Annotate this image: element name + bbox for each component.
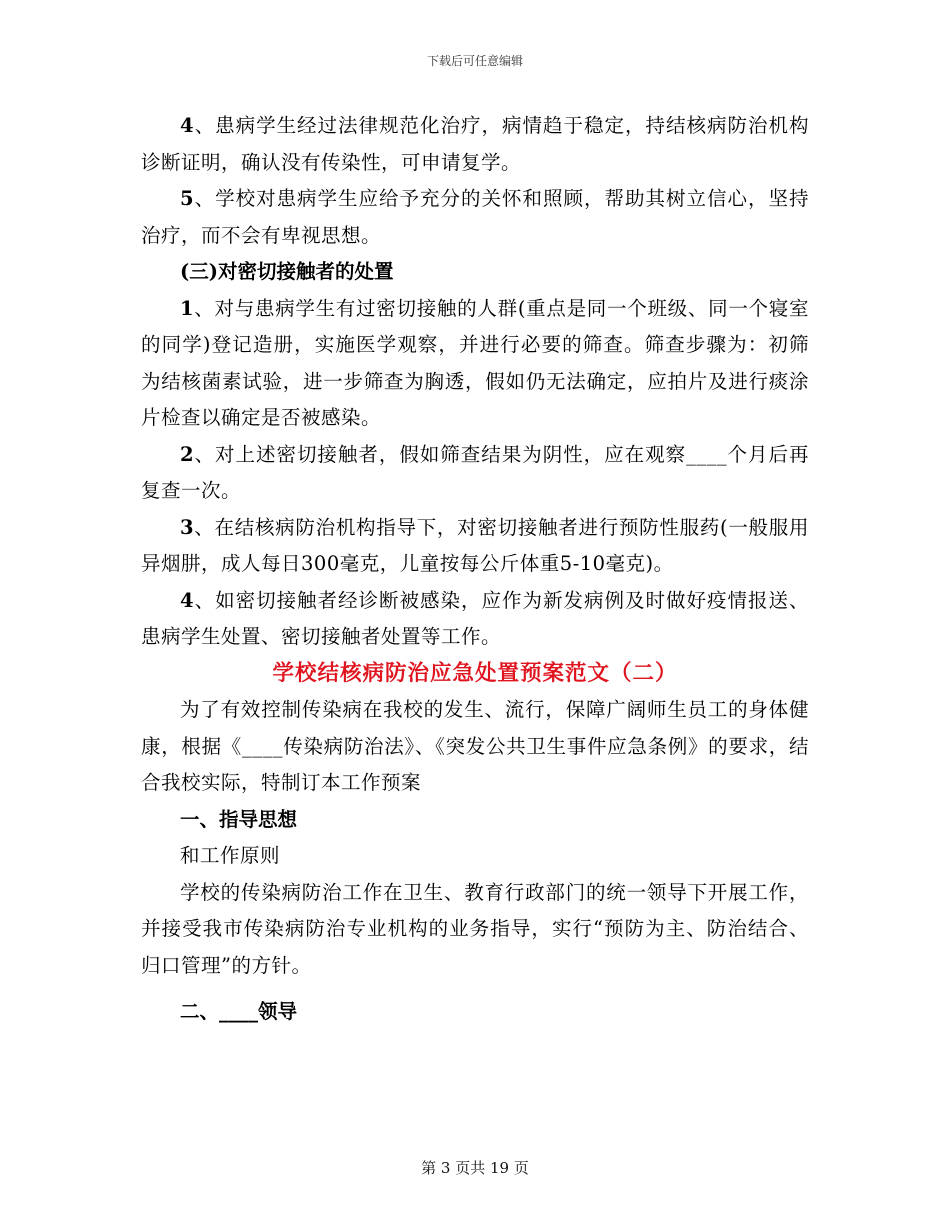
document-title: 学校结核病防治应急处置预案范文（二） [272, 660, 678, 686]
paragraph [141, 181, 809, 254]
paragraph [141, 437, 809, 510]
section-heading: 二、____领导 [180, 1000, 298, 1023]
item-number: 1 [180, 296, 195, 320]
paragraph: 为了有效控制传染病在我校的发生、流行，保障广阔师生员工的身体健康，根据《____传染病防治法》、《突发公共卫生事件应急条例》的要求，结合我校实际，特制订本工作预案 [141, 698, 809, 794]
paragraph-text: 、如密切接触者经诊断被感染，应作为新发病例及时做好疫情报送、患病学生处置、密切接触者处置等工作。 [141, 588, 809, 648]
spacer [141, 984, 809, 994]
item-number: 3 [180, 515, 195, 539]
item-number: 4 [180, 114, 195, 137]
paragraph [141, 291, 809, 437]
paragraph-text: 、学校对患病学生应给予充分的关怀和照顾，帮助其树立信心，坚持治疗，而不会有卑视思想。 [141, 187, 809, 247]
paragraph: 学校的传染病防治工作在卫生、教育行政部门的统一领导下开展工作，并接受我市传染病防治专业机构的业务指导，实行“预防为主、防治结合、归口管理”的方针。 [141, 880, 809, 977]
paragraph [141, 108, 809, 181]
paragraph-text: 、对与患病学生有过密切接触的人群(重点是同一个班级、同一个寝室的同学)登记造册，实施医学观察，并进行必要的筛查。筛查步骤为：初筛为结核菌素试验，进一步筛查为胸透，假如仍无法确定，应拍片及进行痰涂片检查以确定是否被感染。 [141, 296, 809, 429]
paragraph: 和工作原则 [180, 844, 281, 867]
paragraph [141, 510, 809, 583]
paragraph-text: 、对上述密切接触者，假如筛查结果为阴性，应在观察____个月后再复查一次。 [141, 442, 809, 502]
page-footer: 第 3 页共 19 页 [421, 1159, 529, 1177]
paragraph-text: 、患病学生经过法律规范化治疗，病情趋于稳定，持结核病防治机构诊断证明，确认没有传染性，可申请复学。 [141, 114, 809, 174]
item-number: 2 [180, 442, 195, 466]
section-heading: (三)对密切接触者的处置 [180, 260, 394, 283]
paragraph [141, 583, 809, 656]
page-header: 下载后可任意编辑 [426, 54, 523, 68]
paragraph-text: 、在结核病防治机构指导下，对密切接触者进行预防性服药(一般服用异烟肼，成人每日300毫克，儿童按每公斤体重5-10毫克)。 [141, 515, 809, 575]
document-body [141, 108, 809, 1031]
section-heading: 一、指导思想 [180, 807, 298, 831]
item-number: 4 [180, 588, 195, 612]
item-number: 5 [180, 187, 195, 210]
